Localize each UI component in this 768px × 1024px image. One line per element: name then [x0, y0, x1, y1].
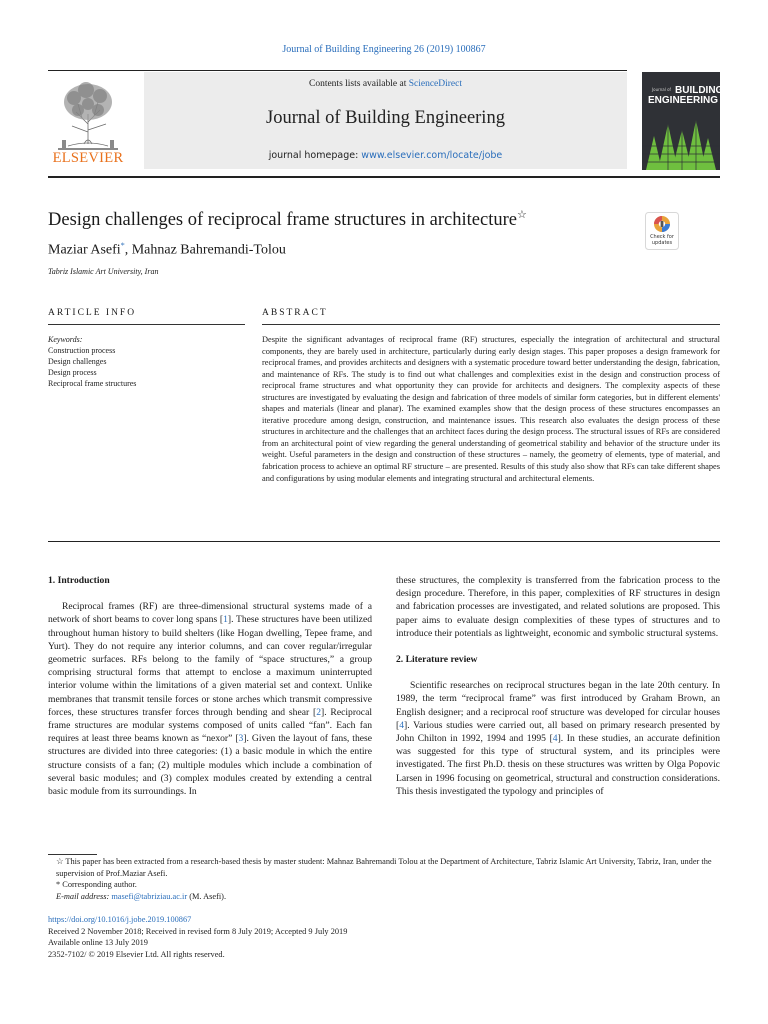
homepage-link[interactable]: www.elsevier.com/locate/jobe: [361, 150, 503, 161]
contents-line: [144, 79, 627, 89]
paragraph-text: ]. Given the layout of fans, these structures are divided into three categories: (1) a basic module in which the entire structure consists of a fan; (2) multiple modules which include a combination of several basic modules; and (3) complex modules created by extending a central basic module from its surroundings. In: [48, 733, 373, 798]
cover-title-engineering: ENGINEERING: [648, 95, 719, 106]
keyword-item: Reciprocal frame structures: [48, 379, 137, 388]
check-for-updates-label[interactable]: [640, 235, 684, 246]
body-column-right: [396, 574, 720, 798]
intro-paragraph: [48, 600, 372, 798]
paragraph-text: ]. Reciprocal frame structures are modular systems composed of units called “fan”. Each fan requires at least three beams known as “nexor” [: [48, 706, 372, 745]
paragraph-text: ]. Various studies were carried out, all based on primary research presented by John Chilton in 1992, 1994 and 1995 [: [396, 719, 720, 745]
citation-link[interactable]: 4: [552, 733, 558, 745]
contents-prefix: Contents lists available at: [308, 79, 409, 89]
keyword-item: Design process: [48, 368, 97, 377]
section-heading-introduction: 1. Introduction: [48, 575, 110, 586]
citation-link[interactable]: 1: [223, 614, 228, 626]
corresponding-author-note: * Corresponding author.: [56, 880, 137, 889]
citation-link[interactable]: 3: [238, 733, 244, 745]
header-rule-top: [48, 70, 627, 71]
cover-title-building: BUILDING: [675, 85, 724, 96]
author-separator: ,: [124, 242, 132, 258]
article-info-heading: ARTICLE INFO: [48, 308, 137, 318]
body-column-left: [48, 574, 372, 798]
cover-green-triangles-icon: [642, 116, 720, 170]
footnotes: [48, 856, 720, 902]
paragraph-text: ]. These structures have been utilized throughout human history to build shelters (like Hogan dwelling, Tepee frame, and Yurt). They do not require any interior columns, and can cover regular/irregular geometric surfaces. RFs belong to the family of “space structures,” a group comprising structural forms that attempt to enclose a maximum uninterrupted interior volume within the limitations of a given material set and context. Unlike membranes that transmit tensile forces or stone arches which transmit compressive forces, these structures transfer forces through bending and shear [: [48, 614, 372, 718]
homepage-line: [144, 150, 627, 161]
journal-title: Journal of Building Engineering: [266, 108, 505, 128]
email-suffix: (M. Asefi).: [187, 891, 227, 901]
email-link[interactable]: masefi@tabriziau.ac.ir: [111, 891, 188, 901]
intro-paragraph-continued: these structures, the complexity is transferred from the fabrication process to the design procedure. Therefore, in this paper, complexities of RF structures in design and fabrication processes are investigated, and related solutions are proposed. This paper aims to evaluate design complexities of these types of structures and to introduce their potentials as lightweight, economic and symbolic structural systems.: [396, 575, 720, 639]
sciencedirect-link[interactable]: ScienceDirect: [408, 79, 462, 89]
footnote-rule: [48, 854, 97, 855]
publication-info: [48, 914, 720, 960]
title-footnote-mark[interactable]: ☆: [516, 209, 527, 221]
article-title: [48, 208, 527, 231]
citation-link[interactable]: 2: [316, 706, 321, 718]
check-for-updates-line: updates: [651, 239, 673, 246]
keyword-item: Construction process: [48, 346, 116, 355]
journal-reference[interactable]: Journal of Building Engineering 26 (2019) 100867: [282, 44, 486, 55]
check-for-updates-line: Check for: [650, 234, 674, 240]
cover-small-text: Journal of: [652, 87, 671, 92]
author-name[interactable]: Maziar Asefi: [48, 242, 121, 258]
article-info-rule: [48, 324, 245, 325]
paragraph-text: Reciprocal frames (RF) are three-dimensional structural systems made of a network of short beams to cover long spans [: [48, 601, 372, 626]
homepage-label: journal homepage:: [268, 150, 362, 161]
article-title-text: Design challenges of reciprocal frame structures in architecture: [48, 210, 517, 231]
author-name[interactable]: Mahnaz Bahremandi-Tolou: [131, 242, 286, 258]
received-dates: Received 2 November 2018; Received in revised form 8 July 2019; Accepted 9 July 2019: [48, 926, 348, 936]
abstract-end-rule: [48, 541, 720, 542]
email-label: E-mail address:: [56, 891, 112, 901]
keywords-label: Keywords:: [48, 335, 83, 344]
available-online: Available online 13 July 2019: [48, 938, 148, 947]
elsevier-wordmark: ELSEVIER: [52, 150, 124, 166]
paragraph-text: ]. In these studies, an accurate definition was suggested for this type of structural system, and its principles were investigated. The first Ph.D. thesis on these structures was written by Olga Popovic Larsen in 1996 focusing on geometrical, structural and construction considerations. This thesis investigated the typology and principles of: [396, 733, 720, 797]
citation-link[interactable]: 4: [399, 719, 404, 731]
author-list: [48, 241, 286, 259]
affiliation: Tabriz Islamic Art University, Iran: [48, 267, 159, 276]
literature-paragraph: [396, 679, 720, 798]
abstract-text: Despite the significant advantages of reciprocal frame (RF) structures, especially the integration of architectural and structural components, they are barely used in architecture, particularly during early design stages. This paper proposes a design framework for reciprocal frames, and provides architects and designers with a systematic procedure toward better understanding the design, fabrication, and maintenance of RFs. The study is to find out what challenges and complexities exist in the design and construction process of reciprocal frame structures and what opportunity they can provide for architects and designers. The complexity aspects of these structures are investigated by evaluating the design and fabrication of three models of similar form categories, but in different elements' shapes and materials (linear and planar). The examined examples show that the design process of these structures encompasses an iterative procedure among design, construction, and maintenance issues. This research also evaluates the design process of these structures in architecture and the challenges that an architect faces during the design process. The structural issues of RFs are considered from an architectural point of view regarding the general understanding of geometrical stability and behavior of the structure under its weight. Useful parameters in the design and construction of these structures – namely, the geometry of elements, type of material, and fabrication process to achieve an optimal RF structure – are presented. Results of this study also show that RFs can take different shapes and configurations by using modular elements and integrating structural and architectural elements.: [262, 335, 720, 483]
abstract-rule: [262, 324, 720, 325]
keywords-block: [48, 334, 248, 389]
doi-link[interactable]: https://doi.org/10.1016/j.jobe.2019.100867: [48, 915, 192, 924]
title-footnote: ☆ This paper has been extracted from a research-based thesis by master student: Mahnaz Bahremandi Tolou at the Department of Architecture, Tabriz Islamic Art University, Tabriz, Iran, under the supervision of Prof.Maziar Asefi.: [56, 857, 712, 878]
corresponding-author-mark[interactable]: *: [120, 241, 125, 250]
abstract-heading: ABSTRACT: [262, 308, 328, 318]
paragraph-text: Scientific researches on reciprocal structures began in the late 20th century. In 1989, the term “reciprocal frame” was first introduced by Graham Brown, an English designer; and a reciprocal roof structure was developed for circular houses [: [396, 680, 720, 731]
section-heading-literature-review: 2. Literature review: [396, 654, 478, 666]
copyright-line: 2352-7102/ © 2019 Elsevier Ltd. All rights reserved.: [48, 949, 225, 959]
email-note: [48, 891, 720, 903]
header-rule-bottom: [48, 176, 720, 178]
keyword-item: Design challenges: [48, 357, 107, 366]
